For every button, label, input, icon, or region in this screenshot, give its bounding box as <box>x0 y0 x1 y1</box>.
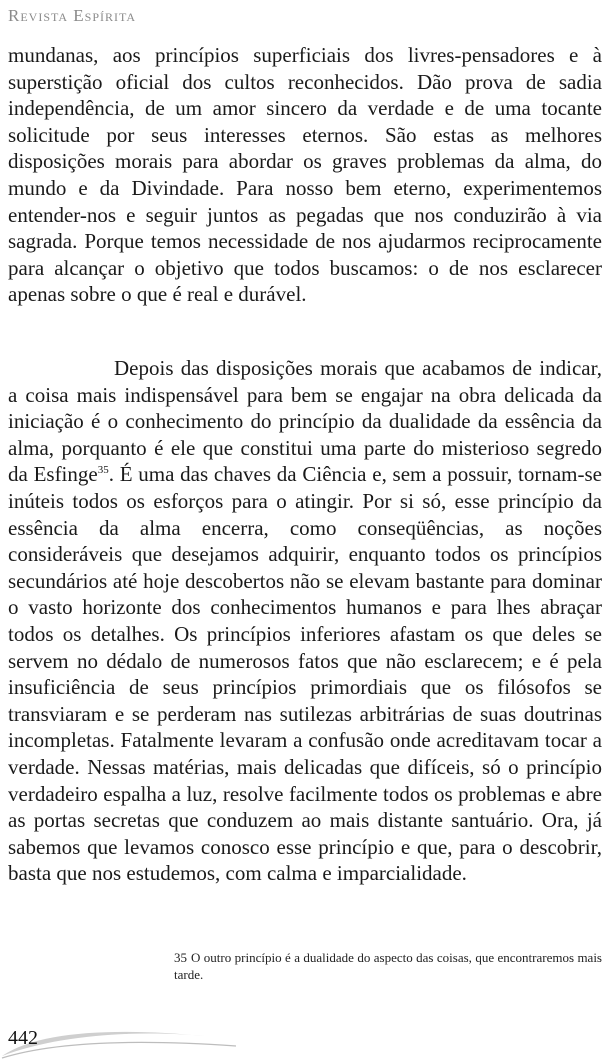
footnote-number: 35 <box>174 950 187 965</box>
paragraph-2 <box>8 355 602 887</box>
paragraph-1: mundanas, aos princípios superficiais dos livres-pensadores e à superstição oficial dos cultos reconhecidos. Dão prova de sadia independência, de um amor sincero da verdade e de uma tocante solicitude por seus interesses eternos. São estas as melhores disposições morais para abordar os graves problemas da alma, do mundo e da Divindade. Para nosso bem eterno, experimentemos entender-nos e seguir juntos as pegadas que nos conduzirão à via sagrada. Porque temos necessidade de nos ajudarmos reciprocamente para alcançar o objetivo que todos buscamos: o de nos esclarecer apenas sobre o que é real e durável. <box>8 43 602 307</box>
footnote <box>174 949 602 983</box>
paragraph-2-text-before: Depois das disposições morais que acabamos de indicar, a coisa mais indispensável para bem se engajar na obra delicada da iniciação é o conhecimento do princípio da dualidade da essência da alma, porquanto é ele que constitui uma parte do misterioso segredo da Esfinge <box>8 356 602 487</box>
page-number: 442 <box>8 1027 38 1049</box>
paragraph-2-text-after: . É uma das chaves da Ciência e, sem a possuir, tornam-se inúteis todos os esforços para o atingir. Por si só, esse princípio da essência da alma encerra, como conseqüências, as noções consideráveis que desejamos adquirir, enquanto todos os princípios secundários até hoje descobertos não se elevam bastante para dominar o vasto horizonte dos conhecimentos humanos e para lhes abraçar todos os detalhes. Os princípios inferiores afastam os que deles se servem no dédalo de numerosos fatos que não esclarecem; e é pela insuficiência de seus princípios primordiais que os filósofos se transviaram e se perderam nas sutilezas arbitrárias de suas doutrinas incompletas. Fatalmente levaram a confusão onde acreditavam tocar a verdade. Nessas matérias, mais delicadas que difíceis, só o princípio verdadeiro espalha a luz, resolve facilmente todos os problemas e abre as portas secretas que conduzem ao mais distante santuário. Ora, já sabemos que levamos conosco esse princípio e que, para o descobrir, basta que nos estudemos, com calma e imparcialidade. <box>8 462 602 886</box>
footnote-text: O outro princípio é a dualidade do aspecto das coisas, que encontraremos mais tarde. <box>174 950 602 982</box>
footnote-reference[interactable]: 35 <box>97 464 109 477</box>
running-header: Revista Espírita <box>8 6 137 25</box>
